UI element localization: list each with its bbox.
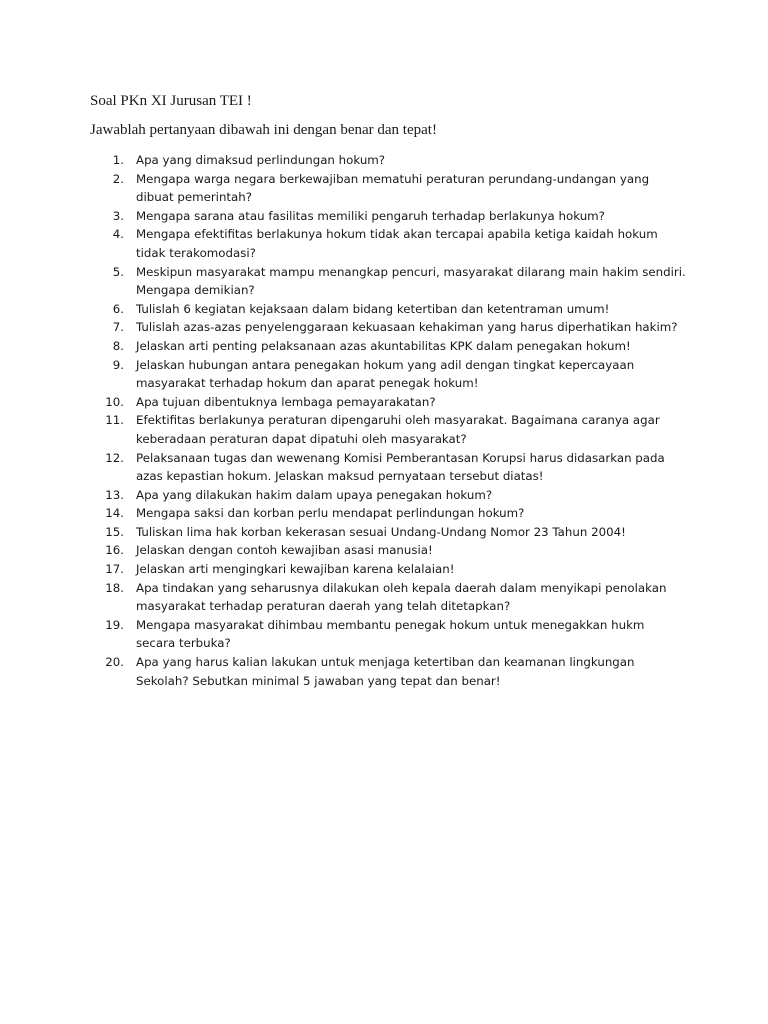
question-item — [0, 318, 686, 337]
question-item — [0, 300, 686, 319]
question-text: Tulislah 6 kegiatan kejaksaan dalam bidang ketertiban dan ketentraman umum! — [136, 301, 610, 316]
question-item — [0, 523, 686, 542]
question-text: Mengapa sarana atau fasilitas memiliki pengaruh terhadap berlakunya hokum? — [136, 208, 605, 223]
question-text: Apa yang dimaksud perlindungan hokum? — [136, 153, 386, 167]
question-item — [0, 207, 686, 226]
question-item — [0, 170, 686, 207]
question-text: Meskipun masyarakat mampu menangkap pencuri, masyarakat dilarang main hakim sendiri. Mengapa demikian? — [136, 264, 686, 298]
question-list — [0, 151, 768, 690]
question-text: Mengapa warga negara berkewajiban mematuhi peraturan perundang-undangan yang dibuat pemerintah? — [136, 171, 650, 205]
question-number: 7. — [112, 320, 124, 335]
question-item — [0, 356, 686, 393]
question-number: 18. — [105, 580, 124, 595]
question-number: 11. — [105, 413, 124, 428]
question-text: Tulislah azas-azas penyelenggaraan kekuasaan kehakiman yang harus diperhatikan hakim? — [136, 320, 678, 335]
document-title: Soal PKn XI Jurusan TEI ! — [90, 93, 252, 109]
question-number: 13. — [105, 487, 124, 502]
question-item — [0, 653, 686, 690]
question-text: Apa yang harus kalian lakukan untuk menjaga ketertiban dan keamanan lingkungan Sekolah? Sebutkan minimal 5 jawaban yang tepat dan benar! — [136, 655, 635, 688]
question-item — [0, 151, 686, 170]
question-number: 17. — [105, 562, 124, 577]
question-number: 10. — [105, 394, 124, 409]
question-item — [0, 541, 686, 560]
question-text: Pelaksanaan tugas dan wewenang Komisi Pemberantasan Korupsi harus didasarkan pada azas kepastian hokum. Jelaskan maksud pernyataan tersebut diatas! — [136, 450, 665, 484]
question-number: 3. — [112, 208, 124, 223]
question-text: Jelaskan dengan contoh kewajiban asasi manusia! — [136, 543, 433, 558]
question-text: Mengapa saksi dan korban perlu mendapat perlindungan hokum? — [136, 506, 525, 521]
question-number: 4. — [112, 227, 124, 242]
question-text: Jelaskan hubungan antara penegakan hokum yang adil dengan tingkat kepercayaan masyarakat terhadap hokum dan aparat penegak hokum! — [136, 357, 635, 391]
question-number: 1. — [112, 153, 124, 167]
question-text: Jelaskan arti penting pelaksanaan azas akuntabilitas KPK dalam penegakan hokum! — [136, 338, 631, 353]
question-text: Efektifitas berlakunya peraturan dipengaruhi oleh masyarakat. Bagaimana caranya agar keberadaan peraturan dapat dipatuhi oleh masyarakat? — [136, 413, 660, 446]
question-item — [0, 225, 686, 262]
question-item — [0, 393, 686, 412]
question-text: Apa yang dilakukan hakim dalam upaya penegakan hokum? — [136, 487, 493, 502]
question-item — [0, 486, 686, 505]
question-text: Mengapa efektifitas berlakunya hokum tidak akan tercapai apabila ketiga kaidah hokum tidak terakomodasi? — [136, 227, 658, 260]
question-item — [0, 263, 686, 300]
question-number: 19. — [105, 617, 124, 632]
question-item — [0, 560, 686, 579]
question-item — [0, 616, 686, 653]
question-text: Tuliskan lima hak korban kekerasan sesuai Undang-Undang Nomor 23 Tahun 2004! — [136, 524, 626, 539]
question-text: Apa tindakan yang seharusnya dilakukan oleh kepala daerah dalam menyikapi penolakan masyarakat terhadap peraturan daerah yang telah ditetapkan? — [136, 580, 667, 614]
question-number: 5. — [112, 264, 124, 279]
question-number: 20. — [105, 655, 124, 670]
question-number: 8. — [112, 338, 124, 353]
document-instruction: Jawablah pertanyaan dibawah ini dengan benar dan tepat! — [90, 122, 437, 138]
question-number: 14. — [105, 506, 124, 521]
question-number: 12. — [105, 450, 124, 465]
question-item — [0, 337, 686, 356]
question-item — [0, 449, 686, 486]
question-text: Apa tujuan dibentuknya lembaga pemayarakatan? — [136, 394, 436, 409]
question-item — [0, 504, 686, 523]
question-item — [0, 579, 686, 616]
question-item — [0, 411, 686, 448]
question-text: Jelaskan arti mengingkari kewajiban karena kelalaian! — [136, 562, 455, 577]
question-number: 6. — [112, 301, 124, 316]
question-text: Mengapa masyarakat dihimbau membantu penegak hokum untuk menegakkan hukm secara terbuka? — [136, 617, 645, 651]
question-number: 15. — [105, 524, 124, 539]
question-number: 16. — [105, 543, 124, 558]
question-number: 2. — [112, 171, 124, 186]
question-number: 9. — [112, 357, 124, 372]
